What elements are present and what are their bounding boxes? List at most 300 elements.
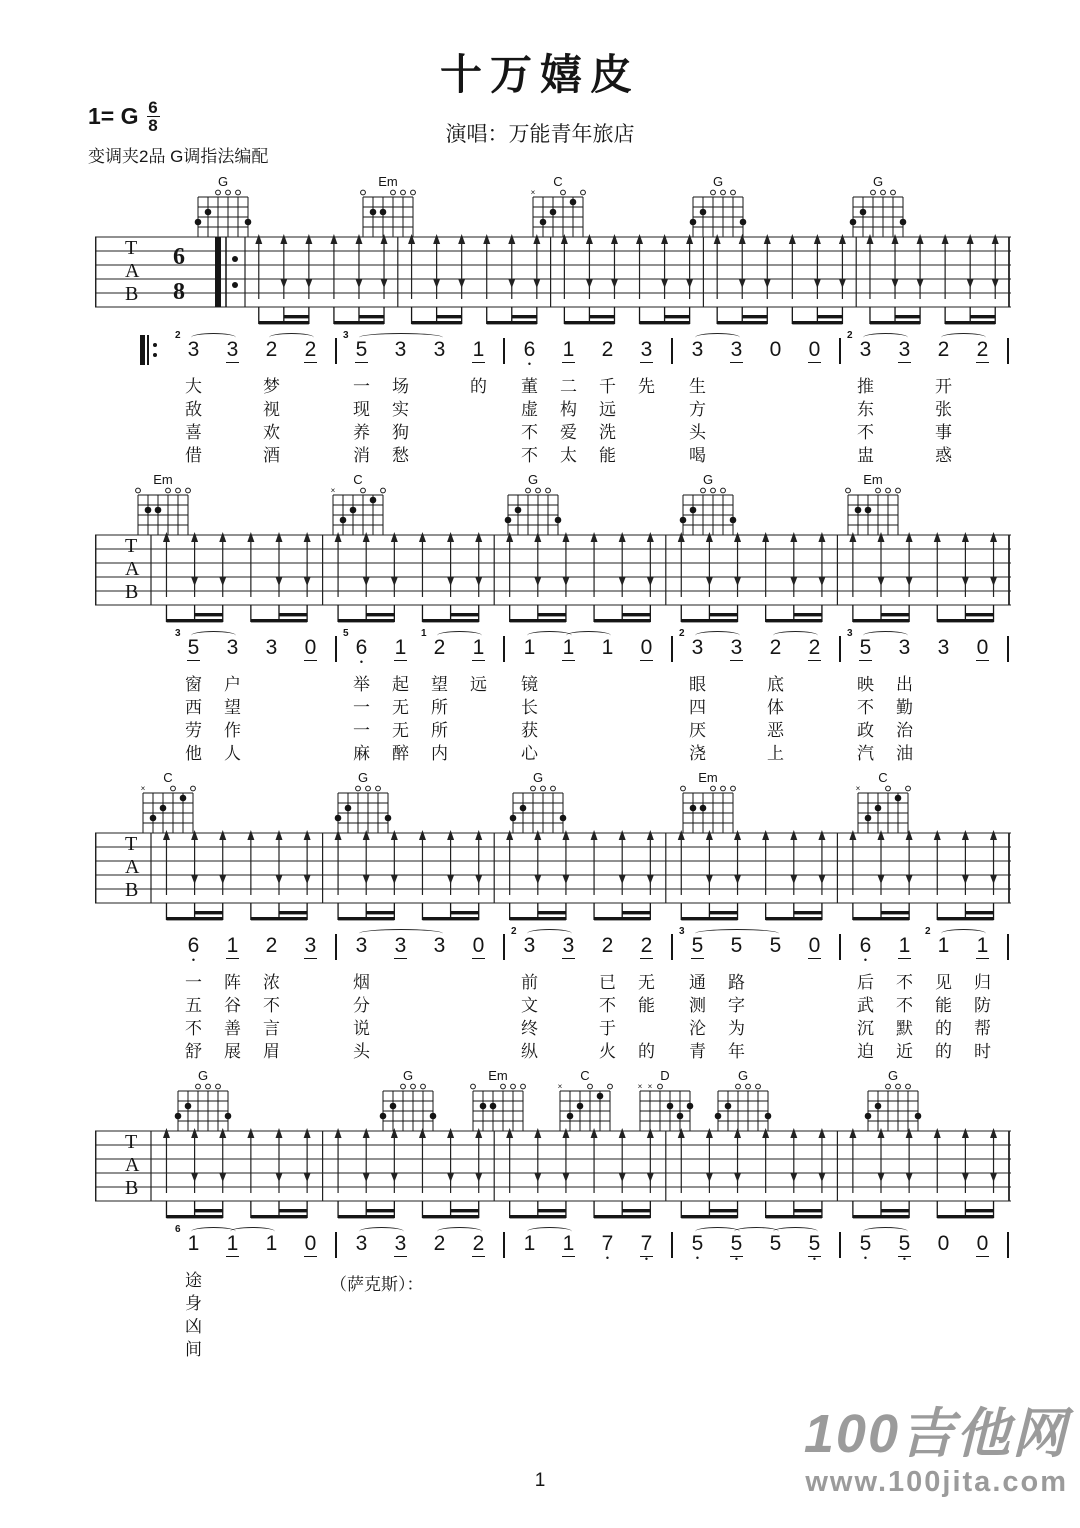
lyric-syllable	[213, 422, 252, 445]
slur-arc	[527, 929, 572, 938]
jianpu-note: 7 •	[601, 1232, 614, 1263]
lyric-syllable	[963, 1339, 1002, 1362]
lyric-syllable: 路	[728, 973, 745, 992]
lyric-syllable	[420, 1270, 459, 1293]
lyric-syllable: 实	[392, 400, 409, 419]
lyric-syllable	[381, 1339, 420, 1362]
lyric-syllable	[420, 445, 459, 468]
lyric-syllable	[795, 445, 834, 468]
lyric-syllable	[756, 1316, 795, 1339]
jianpu-measure	[678, 1224, 834, 1268]
lyric-syllable: 劳	[185, 721, 202, 740]
svg-text:B: B	[125, 1177, 139, 1199]
lyric-syllable: 喝	[689, 446, 706, 465]
lyric-syllable: 生	[689, 377, 706, 396]
jianpu-measure	[342, 330, 498, 374]
lyric-syllable	[627, 674, 666, 697]
jianpu-note: 3	[640, 338, 653, 361]
lyric-syllable: 不	[896, 996, 913, 1015]
lyric-syllable	[963, 1293, 1002, 1316]
jianpu-measure	[678, 926, 834, 970]
lyric-line-4	[140, 1339, 1080, 1362]
staff-wrap	[95, 232, 1011, 330]
svg-text:G: G	[527, 474, 539, 487]
svg-text:T: T	[125, 535, 138, 557]
jianpu-barline	[335, 636, 337, 662]
lyric-syllable	[717, 1316, 756, 1339]
svg-text:G: G	[357, 772, 369, 785]
lyric-syllable: 借	[185, 446, 202, 465]
jianpu-note: 2	[601, 934, 614, 957]
jianpu-note: 6 •	[859, 934, 872, 965]
lyric-syllable: 现	[353, 400, 370, 419]
lyric-syllable: 喜	[185, 423, 202, 442]
lyric-syllable	[717, 1339, 756, 1362]
lyric-syllable	[549, 995, 588, 1018]
lyric-syllable	[963, 674, 1002, 697]
lyric-line-2	[140, 399, 1080, 422]
lyric-syllable: 厌	[689, 721, 706, 740]
lyric-syllable: 先	[638, 377, 655, 396]
svg-text:G: G	[532, 772, 544, 785]
lyric-syllable: 治	[896, 721, 913, 740]
lyric-syllable: 的	[470, 377, 487, 396]
lyric-syllable	[459, 1018, 498, 1041]
lyric-syllable	[291, 1270, 330, 1293]
staff-wrap	[95, 1126, 1011, 1224]
lyric-syllable: 帮	[974, 1019, 991, 1038]
jianpu-measure	[174, 926, 330, 970]
jianpu-note: 3	[394, 1232, 407, 1255]
lyric-syllable	[588, 720, 627, 743]
lyric-syllable: 起	[392, 675, 409, 694]
jianpu-note: 3	[226, 636, 239, 659]
lyric-syllable: 出	[896, 675, 913, 694]
jianpu-note: 2	[769, 636, 782, 659]
lyric-syllable	[420, 1316, 459, 1339]
lyric-line-3	[140, 422, 1080, 445]
lyric-syllable	[924, 743, 963, 766]
lyric-syllable: 窗	[185, 675, 202, 694]
lyric-syllable	[846, 1293, 885, 1316]
svg-text:×: ×	[855, 784, 861, 793]
jianpu-note: 7 •	[640, 1232, 653, 1264]
lyric-syllable: 的	[935, 1019, 952, 1038]
lyric-syllable: 不	[896, 973, 913, 992]
lyric-line-1	[140, 674, 1080, 697]
jianpu-note: 3	[691, 338, 704, 361]
lyric-syllable: 所	[431, 698, 448, 717]
lyric-syllable: 恶	[767, 721, 784, 740]
chord-row	[0, 474, 1080, 530]
lyric-syllable	[756, 995, 795, 1018]
jianpu-note: 1	[265, 1232, 278, 1255]
jianpu-note: 2 3	[847, 330, 872, 361]
lyric-syllable	[963, 422, 1002, 445]
lyric-line-1	[140, 1270, 1080, 1293]
jianpu-note: 2	[433, 1232, 446, 1255]
lyric-syllable	[795, 720, 834, 743]
lyric-syllable	[963, 399, 1002, 422]
tab-staff	[95, 232, 1011, 330]
lyric-syllable: 爱	[560, 423, 577, 442]
svg-text:B: B	[125, 879, 139, 901]
lyric-syllable	[459, 1041, 498, 1064]
jianpu-note: 3	[355, 1232, 368, 1255]
lyric-syllable: 大	[185, 377, 202, 396]
lyric-syllable	[678, 1270, 717, 1293]
jianpu-note: 3	[433, 934, 446, 957]
lyric-syllable: 太	[560, 446, 577, 465]
lyric-syllable	[795, 995, 834, 1018]
lyrics-block	[140, 1270, 1080, 1362]
lyric-syllable	[420, 399, 459, 422]
lyric-syllable	[924, 674, 963, 697]
lyric-syllable: 举	[353, 675, 370, 694]
chord-diagram-Em	[130, 474, 196, 536]
lyric-syllable: 火	[599, 1042, 616, 1061]
lyric-syllable	[627, 422, 666, 445]
lyric-syllable: 于	[599, 1019, 616, 1038]
lyric-syllable: 为	[728, 1019, 745, 1038]
lyric-syllable	[420, 422, 459, 445]
lyric-syllable	[717, 743, 756, 766]
jianpu-note: 5	[769, 1232, 782, 1255]
lyric-syllable: 勤	[896, 698, 913, 717]
lyric-syllable	[795, 674, 834, 697]
slur-arc	[941, 929, 986, 938]
lyric-syllable	[291, 972, 330, 995]
jianpu-note: 3	[304, 934, 317, 957]
slur-arc	[566, 631, 611, 640]
lyric-syllable: 近	[896, 1042, 913, 1061]
lyric-syllable	[924, 1339, 963, 1362]
jianpu-measure	[846, 330, 1002, 374]
lyric-syllable	[795, 1316, 834, 1339]
lyric-syllable	[756, 1339, 795, 1362]
jianpu-barline	[839, 338, 841, 364]
jianpu-note: 1	[601, 636, 614, 659]
lyric-syllable: 无	[392, 698, 409, 717]
lyric-syllable: 字	[728, 996, 745, 1015]
lyric-syllable: 眉	[263, 1042, 280, 1061]
lyric-syllable: 沉	[857, 1019, 874, 1038]
lyric-syllable: 作	[224, 721, 241, 740]
svg-text:C: C	[163, 772, 173, 785]
jianpu-note: 6 •	[523, 338, 536, 369]
svg-text:×: ×	[637, 1082, 643, 1091]
lyric-line-1	[140, 972, 1080, 995]
chord-row	[0, 1070, 1080, 1126]
jianpu-line	[140, 628, 1080, 674]
svg-text:D: D	[660, 1070, 670, 1083]
lyric-syllable: 头	[689, 423, 706, 442]
svg-text:×: ×	[330, 486, 336, 495]
svg-text:B: B	[125, 581, 139, 603]
jianpu-note: 5	[769, 934, 782, 957]
jianpu-barline	[839, 1232, 841, 1258]
jianpu-barline	[503, 1232, 505, 1258]
lyric-syllable	[588, 697, 627, 720]
svg-text:G: G	[737, 1070, 749, 1083]
lyric-syllable: 身	[185, 1294, 202, 1313]
lyric-syllable	[459, 1339, 498, 1362]
svg-text:G: G	[712, 176, 724, 189]
jianpu-note: 3	[730, 636, 743, 659]
lyric-syllable	[549, 720, 588, 743]
svg-text:A: A	[125, 856, 140, 878]
lyric-syllable	[627, 1293, 666, 1316]
lyric-syllable	[381, 1293, 420, 1316]
lyric-syllable: 青	[689, 1042, 706, 1061]
svg-text:C: C	[580, 1070, 590, 1083]
lyric-line-4	[140, 743, 1080, 766]
svg-text:8: 8	[173, 279, 185, 305]
lyric-syllable: 不	[521, 446, 538, 465]
lyrics-block	[140, 972, 1080, 1064]
chord-diagram-C	[135, 772, 201, 834]
lyric-syllable	[717, 1293, 756, 1316]
lyric-syllable	[756, 1041, 795, 1064]
jianpu-note: 3	[394, 934, 407, 957]
lyric-syllable	[717, 422, 756, 445]
jianpu-measure	[342, 628, 498, 672]
lyric-syllable	[459, 720, 498, 743]
lyric-line-4	[140, 445, 1080, 468]
lyric-syllable	[678, 1339, 717, 1362]
svg-text:Em: Em	[378, 176, 398, 189]
svg-text:×: ×	[530, 188, 536, 197]
watermark-url: www.100jita.com	[805, 1466, 1068, 1498]
lyric-syllable: 能	[935, 996, 952, 1015]
jianpu-measure	[174, 1224, 330, 1268]
chord-diagram-G	[710, 1070, 776, 1132]
lyric-syllable: 户	[224, 675, 241, 694]
jianpu-note: 1	[226, 1232, 239, 1255]
lyric-syllable	[291, 445, 330, 468]
lyric-syllable	[420, 995, 459, 1018]
slur-arc	[359, 929, 443, 938]
jianpu-note: 5 •	[691, 1232, 704, 1263]
jianpu-barline	[335, 1232, 337, 1258]
lyric-syllable	[756, 972, 795, 995]
lyric-syllable: 终	[521, 1019, 538, 1038]
jianpu-measure	[678, 330, 834, 374]
lyric-syllable	[420, 1293, 459, 1316]
jianpu-note: 1	[394, 636, 407, 659]
lyric-syllable: 东	[857, 400, 874, 419]
lyric-syllable: 已	[599, 973, 616, 992]
svg-text:C: C	[353, 474, 363, 487]
lyric-syllable: 途	[185, 1271, 202, 1290]
lyric-syllable	[885, 445, 924, 468]
jianpu-barline	[335, 934, 337, 960]
lyric-syllable: 烟	[353, 973, 370, 992]
staff-wrap	[95, 530, 1011, 628]
lyric-syllable: 远	[599, 400, 616, 419]
svg-text:T: T	[125, 1131, 138, 1153]
lyric-syllable	[795, 1018, 834, 1041]
lyric-syllable: 心	[521, 744, 538, 763]
lyric-syllable	[795, 1293, 834, 1316]
chord-diagram-G	[190, 176, 256, 238]
lyric-syllable	[291, 1316, 330, 1339]
lyric-syllable: 愁	[392, 446, 409, 465]
lyric-syllable: 通	[689, 973, 706, 992]
svg-text:Em: Em	[863, 474, 883, 487]
jianpu-note: 3	[433, 338, 446, 361]
svg-text:G: G	[702, 474, 714, 487]
lyric-syllable	[885, 399, 924, 422]
jianpu-measure	[342, 926, 498, 970]
jianpu-measure	[174, 330, 330, 374]
lyric-syllable	[459, 445, 498, 468]
jianpu-note: 5 •	[898, 1232, 911, 1264]
lyric-syllable	[717, 1270, 756, 1293]
chord-diagram-Em	[465, 1070, 531, 1132]
jianpu-note: 1	[226, 934, 239, 957]
lyric-syllable: 舒	[185, 1042, 202, 1061]
lyric-syllable	[963, 376, 1002, 399]
lyric-syllable: 麻	[353, 744, 370, 763]
jianpu-note: 2	[640, 934, 653, 957]
lyric-syllable: 映	[857, 675, 874, 694]
lyric-syllable	[678, 1316, 717, 1339]
svg-text:G: G	[197, 1070, 209, 1083]
system-2	[0, 474, 1080, 766]
lyric-syllable	[717, 674, 756, 697]
lyric-syllable: 董	[521, 377, 538, 396]
jianpu-line	[140, 926, 1080, 972]
lyric-line-3	[140, 1316, 1080, 1339]
tab-staff	[95, 1126, 1011, 1224]
lyric-syllable: 获	[521, 721, 538, 740]
jianpu-note: 0	[769, 338, 782, 361]
lyric-syllable	[885, 376, 924, 399]
lyric-syllable: 养	[353, 423, 370, 442]
lyric-line-3	[140, 720, 1080, 743]
jianpu-note: 5 6 •	[343, 628, 368, 667]
jianpu-note: 2 3	[511, 926, 536, 957]
lyric-syllable	[459, 995, 498, 1018]
lyric-syllable	[924, 1316, 963, 1339]
lyric-syllable	[795, 376, 834, 399]
lyric-syllable: 的	[935, 1042, 952, 1061]
lyric-syllable: 间	[185, 1340, 202, 1359]
repeat-start-sign	[140, 335, 157, 365]
lyric-syllable	[627, 697, 666, 720]
lyric-syllable	[885, 1293, 924, 1316]
tab-staff	[95, 828, 1011, 926]
lyric-line-1	[140, 376, 1080, 399]
jianpu-note: 0	[976, 1232, 989, 1255]
lyric-syllable	[717, 697, 756, 720]
jianpu-note: 5 •	[808, 1232, 821, 1264]
svg-text:×: ×	[557, 1082, 563, 1091]
lyric-syllable: 事	[935, 423, 952, 442]
jianpu-note: 3 5	[175, 628, 200, 659]
jianpu-note: 0	[304, 1232, 317, 1255]
lyric-syllable: 上	[767, 744, 784, 763]
slur-arc	[230, 1227, 275, 1236]
lyric-syllable: 默	[896, 1019, 913, 1038]
lyric-syllable	[627, 1316, 666, 1339]
lyric-line-2	[140, 1293, 1080, 1316]
lyric-syllable	[588, 674, 627, 697]
lyric-syllable: 长	[521, 698, 538, 717]
watermark	[804, 1406, 1068, 1502]
jianpu-barline	[671, 934, 673, 960]
jianpu-measure	[510, 330, 666, 374]
slur-arc	[269, 333, 314, 342]
lyric-syllable	[459, 1270, 498, 1293]
slur-arc	[773, 631, 818, 640]
lyric-syllable	[342, 1339, 381, 1362]
lyric-syllable	[291, 1339, 330, 1362]
lyric-syllable: 的	[638, 1042, 655, 1061]
artist-line: 演唱：万能青年旅店	[445, 122, 635, 146]
lyric-syllable	[846, 1270, 885, 1293]
lyric-syllable	[756, 376, 795, 399]
lyric-syllable	[459, 743, 498, 766]
lyric-syllable	[213, 399, 252, 422]
lyric-syllable	[795, 399, 834, 422]
lyric-syllable	[342, 1316, 381, 1339]
lyric-syllable	[342, 1293, 381, 1316]
system-4	[0, 1070, 1080, 1362]
lyric-syllable: 张	[935, 400, 952, 419]
lyric-syllable	[291, 1018, 330, 1041]
jianpu-note: 1	[562, 636, 575, 659]
jianpu-barline	[671, 636, 673, 662]
lyric-syllable	[963, 1270, 1002, 1293]
lyric-syllable	[291, 697, 330, 720]
lyric-syllable	[549, 697, 588, 720]
lyric-syllable	[213, 445, 252, 468]
jianpu-note: 3 5	[343, 330, 368, 361]
lyric-syllable	[963, 1316, 1002, 1339]
lyric-syllable	[510, 1339, 549, 1362]
slur-arc	[695, 333, 740, 342]
slur-arc	[863, 333, 908, 342]
lyric-syllable: 浓	[263, 973, 280, 992]
lyric-syllable: 不	[185, 1019, 202, 1038]
jianpu-note: 0	[640, 636, 653, 659]
lyric-syllable: 文	[521, 996, 538, 1015]
lyric-syllable: 能	[599, 446, 616, 465]
jianpu-note: 3 5	[847, 628, 872, 659]
jianpu-barline	[1007, 636, 1009, 662]
lyric-syllable: 方	[689, 400, 706, 419]
lyric-syllable	[627, 1339, 666, 1362]
jianpu-measure	[510, 628, 666, 672]
lyric-syllable: 凶	[185, 1317, 202, 1336]
lyric-syllable	[291, 1041, 330, 1064]
lyric-syllable: 不	[599, 996, 616, 1015]
lyric-syllable	[627, 1018, 666, 1041]
lyric-syllable: 不	[857, 698, 874, 717]
jianpu-note: 6 1	[175, 1224, 200, 1255]
lyric-syllable: 镜	[521, 675, 538, 694]
lyric-syllable: 迫	[857, 1042, 874, 1061]
lyric-syllable	[795, 1339, 834, 1362]
lyric-syllable	[717, 399, 756, 422]
lyric-syllable: 一	[353, 698, 370, 717]
jianpu-note: 0	[472, 934, 485, 957]
lyric-syllable: 开	[935, 377, 952, 396]
lyric-syllable: 一	[353, 377, 370, 396]
lyric-syllable: 消	[353, 446, 370, 465]
